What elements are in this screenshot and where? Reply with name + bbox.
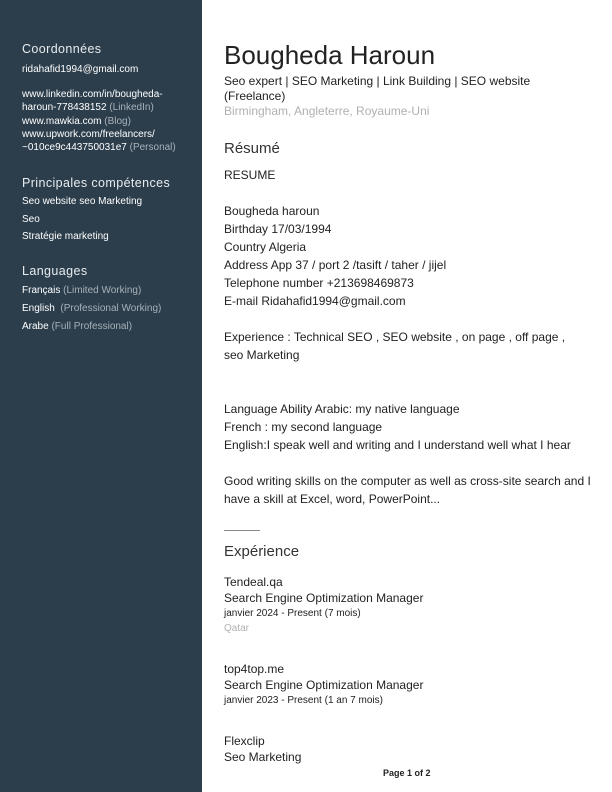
summary-line: E-mail Ridahafid1994@gmail.com <box>224 294 406 308</box>
experience-item <box>224 734 301 765</box>
summary-line: French : my second language <box>224 420 383 434</box>
company: top4top.me <box>224 662 285 676</box>
skill-item: Seo website seo Marketing <box>22 196 143 207</box>
summary-line: RESUME <box>224 168 276 182</box>
experience-item <box>224 662 423 708</box>
summary-line <box>224 364 612 382</box>
skill-item: Stratégie marketing <box>22 231 109 242</box>
language-item <box>22 303 202 316</box>
skills-heading: Principales compétences <box>22 176 171 190</box>
summary-line: Bougheda haroun <box>224 204 320 218</box>
language-name: Français <box>22 285 61 296</box>
link-tag: (Personal) <box>129 141 176 153</box>
summary-line: Country Algeria <box>224 240 307 254</box>
experience-heading: Expérience <box>224 543 300 560</box>
link-tag: (LinkedIn) <box>109 101 154 113</box>
summary-line: Birthday 17/03/1994 <box>224 222 332 236</box>
summary-line: English:I speak well and writing and I understand well what I hear <box>224 438 571 452</box>
job-title: Seo Marketing <box>224 750 302 764</box>
summary-text <box>224 166 612 508</box>
upwork-link[interactable] <box>22 129 202 154</box>
link-text: www.mawkia.com <box>22 116 102 127</box>
language-level: (Full Professional) <box>51 321 133 332</box>
link-text: www.linkedin.com/in/bougheda- <box>22 89 163 100</box>
summary-line: Language Ability Arabic: my native language <box>224 402 460 416</box>
job-dates: janvier 2023 - Present (1 an 7 mois) <box>224 695 383 706</box>
link-text: www.upwork.com/freelancers/ <box>22 129 155 140</box>
headline: Seo expert | SEO Marketing | Link Building | SEO website (Freelance) <box>224 74 531 103</box>
link-text: ~010ce9c443750031e7 <box>22 141 127 153</box>
summary-heading: Résumé <box>224 140 280 157</box>
language-name: English <box>22 303 55 314</box>
summary-line <box>224 454 612 472</box>
summary-line <box>224 310 612 328</box>
summary-line: Good writing skills on the computer as well as cross-site search and I <box>224 474 591 488</box>
email-link[interactable]: ridahafid1994@gmail.com <box>22 64 139 75</box>
summary-line: have a skill at Excel, word, PowerPoint... <box>224 492 441 506</box>
language-item <box>22 285 202 298</box>
profile-name: Bougheda Haroun <box>224 40 436 70</box>
link-text: haroun-778438152 <box>22 101 107 113</box>
summary-line: Experience : Technical SEO , SEO website , on page , off page , <box>224 330 566 344</box>
contact-heading: Coordonnées <box>22 42 102 56</box>
location: Birmingham, Angleterre, Royaume-Uni <box>224 104 430 118</box>
blog-link[interactable] <box>22 116 202 129</box>
summary-line: seo Marketing <box>224 348 300 362</box>
language-level: (Limited Working) <box>63 285 142 296</box>
skill-item: Seo <box>22 214 40 225</box>
languages-heading: Languages <box>22 264 88 278</box>
company: Flexclip <box>224 734 265 748</box>
link-tag: (Blog) <box>104 116 131 127</box>
page-number: Page 1 of 2 <box>383 768 431 778</box>
job-title: Search Engine Optimization Manager <box>224 591 424 605</box>
language-name: Arabe <box>22 321 49 332</box>
sidebar <box>0 0 202 792</box>
summary-line: Address App 37 / port 2 /tasift / taher / jijel <box>224 258 447 272</box>
summary-line <box>224 184 612 202</box>
job-dates: janvier 2024 - Present (7 mois) <box>224 608 361 619</box>
linkedin-link[interactable] <box>22 89 202 114</box>
job-title: Search Engine Optimization Manager <box>224 678 424 692</box>
job-location: Qatar <box>224 623 250 634</box>
summary-line: Telephone number +213698469873 <box>224 276 414 290</box>
language-level: (Professional Working) <box>60 303 162 314</box>
experience-item <box>224 575 423 637</box>
divider <box>224 530 260 531</box>
language-item <box>22 321 202 334</box>
company: Tendeal.qa <box>224 575 283 589</box>
summary-line <box>224 382 612 400</box>
